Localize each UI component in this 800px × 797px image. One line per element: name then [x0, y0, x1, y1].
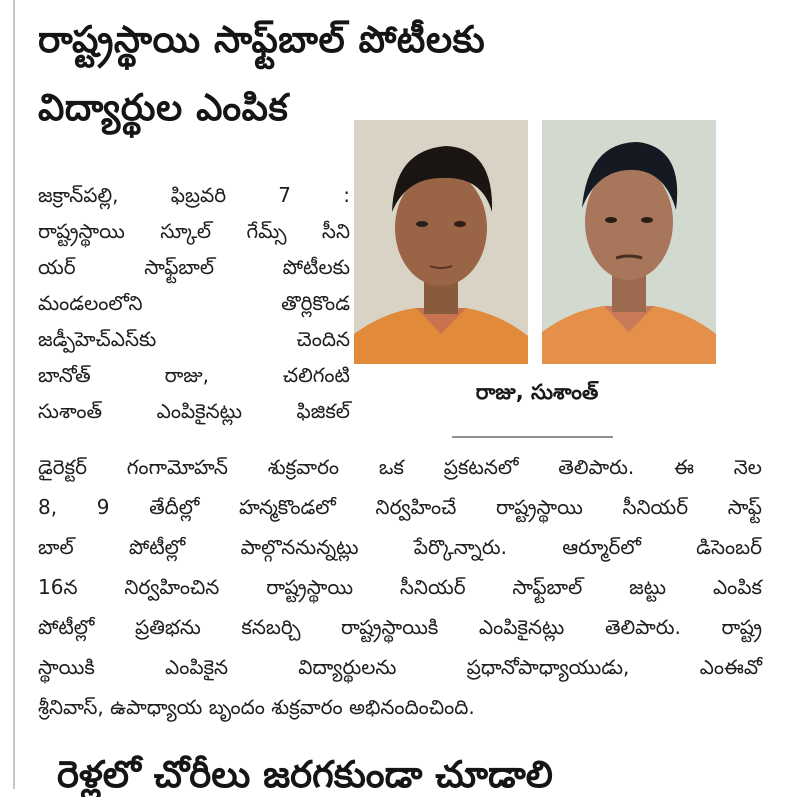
body-line-14: శ్రీనివాస్, ఉపాధ్యాయ బృందం శుక్రవారం అభినందించింది.: [38, 695, 475, 719]
headline-line-2: విద్యార్థుల ఎంపిక: [38, 86, 289, 129]
body-line-11: 16న నిర్వహించిన రాష్ట్రస్థాయి సీనియర్ సాఫ్ట్‌బాల్ జట్టు ఎంపిక: [38, 575, 762, 599]
body-line-4: మండలంలోని తొర్లికొండ: [38, 291, 350, 315]
body-line-10: బాల్ పోటీల్లో పాల్గొననున్నట్లు పేర్కొన్నారు. ఆర్మూర్‌లో డిసెంబర్: [38, 535, 762, 559]
photo-raju: [354, 120, 528, 364]
body-line-2: రాష్ట్రస్థాయి స్కూల్ గేమ్స్ సీని: [38, 219, 350, 243]
body-line-7: సుశాంత్ ఎంపికైనట్లు ఫిజికల్: [38, 399, 350, 423]
body-line-8: డైరెక్టర్ గంగామోహన్ శుక్రవారం ఒక ప్రకటనలో తెలిపారు. ఈ నెల: [38, 455, 762, 479]
next-article-headline: రెళ్లలో చోరీలు జరగకుండా చూడాలి: [57, 753, 553, 796]
body-line-6: బానోత్ రాజు, చలిగంటి: [38, 363, 350, 387]
body-line-13: స్థాయికి ఎంపికైన విద్యార్థులను ప్రధానోపాధ్యాయుడు, ఎంఈవో: [38, 655, 762, 679]
body-line-3: యర్ సాఫ్ట్‌బాల్ పోటీలకు: [38, 255, 350, 279]
body-line-9: 8, 9 తేదీల్లో హన్మకొండలో నిర్వహించే రాష్ట్రస్థాయి సీనియర్ సాఫ్ట్: [38, 495, 762, 519]
column-divider: [13, 0, 15, 789]
body-line-1: జక్రాన్‌పల్లి, ఫిబ్రవరి 7 :: [38, 183, 350, 207]
caption-underline: [452, 436, 613, 438]
body-line-12: పోటీల్లో ప్రతిభను కనబర్చి రాష్ట్రస్థాయికి ఎంపికైనట్లు తెలిపారు. రాష్ట్ర: [38, 615, 762, 639]
headline-line-1: రాష్ట్రస్థాయి సాఫ్ట్‌బాల్ పోటీలకు: [38, 18, 486, 61]
body-line-5: జడ్పీహెచ్‌ఎస్‌కు చెందిన: [38, 327, 350, 351]
photo-caption: రాజు, సుశాంత్: [475, 380, 599, 404]
photo-sushanth: [542, 120, 716, 364]
